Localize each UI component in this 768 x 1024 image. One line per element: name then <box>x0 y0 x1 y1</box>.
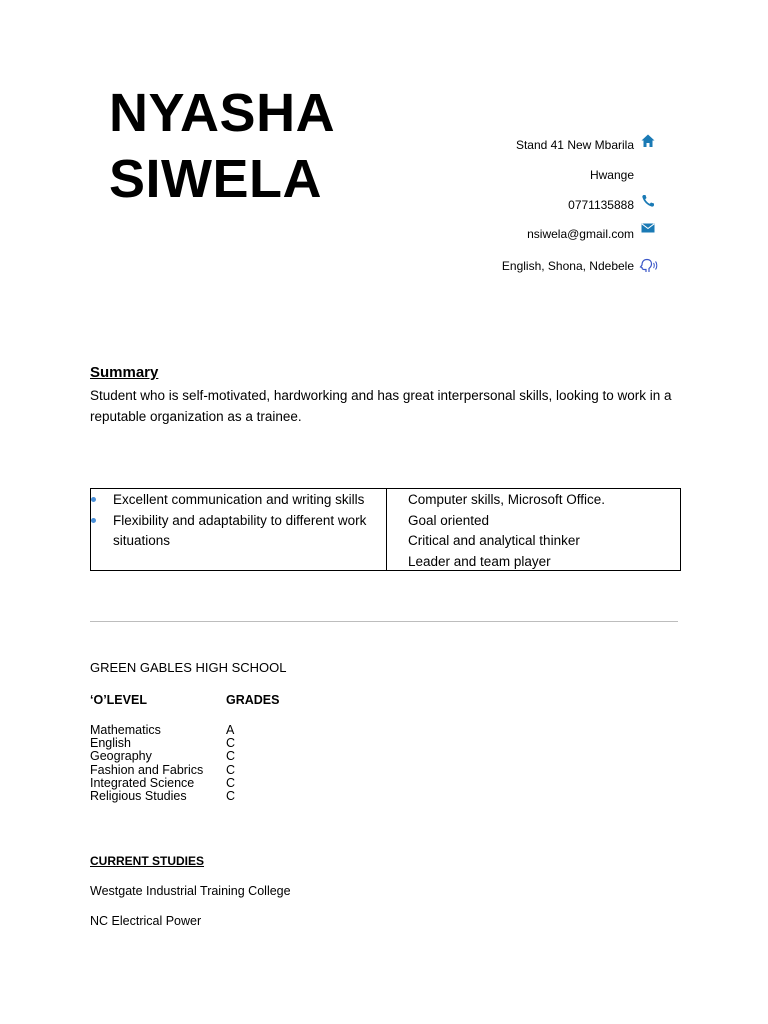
last-name: SIWELA <box>109 149 322 209</box>
candidate-name <box>109 80 335 212</box>
email-address: nsiwela@gmail.com <box>527 227 634 241</box>
skills-right-column <box>387 489 680 570</box>
skill-text: Goal oriented <box>408 512 490 528</box>
home-icon <box>640 133 656 149</box>
address-line2: Hwange <box>589 168 634 182</box>
speaking-head-icon <box>638 258 660 274</box>
bullet-icon <box>91 518 96 523</box>
skill-text: Computer skills, Microsoft Office. <box>408 492 606 507</box>
phone-icon <box>640 193 656 209</box>
skill-item <box>91 490 386 511</box>
current-studies-heading: CURRENT STUDIES <box>90 854 205 868</box>
address-line1: Stand 41 New Mbarila <box>515 138 634 152</box>
phone-number: 0771135888 <box>568 198 634 212</box>
bullet-icon <box>91 497 96 502</box>
subject-name: Religious Studies <box>90 789 187 804</box>
subject-grade: C <box>226 736 236 751</box>
subject-name: Integrated Science <box>90 775 195 790</box>
skill-item <box>91 511 386 552</box>
skill-text: Flexibility and adaptability to different work situations <box>113 512 367 548</box>
email-icon <box>640 220 656 236</box>
skills-table <box>90 488 681 571</box>
skill-text: Leader and team player <box>408 553 551 569</box>
languages: English, Shona, Ndebele <box>501 259 634 273</box>
skills-left-column <box>91 489 387 570</box>
first-name: NYASHA <box>109 83 336 143</box>
subject-name: Fashion and Fabrics <box>90 762 204 777</box>
subject-grade: C <box>226 775 236 790</box>
summary-heading: Summary <box>90 364 159 381</box>
college-name: Westgate Industrial Training College <box>90 884 291 898</box>
grades-heading: GRADES <box>226 693 280 707</box>
olevel-heading: ‘O’LEVEL <box>90 693 147 707</box>
subject-grade: C <box>226 762 236 777</box>
skill-text: Excellent communication and writing skills <box>113 492 365 507</box>
grades-list <box>226 724 235 803</box>
divider <box>90 621 678 622</box>
subject-grade: C <box>226 749 236 764</box>
course-name: NC Electrical Power <box>90 914 202 928</box>
summary-text: Student who is self-motivated, hardworking and has great interpersonal skills, looking to work in a reputable organization as a trainee. <box>90 388 672 424</box>
skill-text: Critical and analytical thinker <box>408 533 580 548</box>
subject-name: Geography <box>90 749 152 764</box>
subject-name: English <box>90 736 131 751</box>
subject-name: Mathematics <box>90 723 161 737</box>
subject-grade: A <box>226 723 235 737</box>
subject-grade: C <box>226 789 236 804</box>
school-name: GREEN GABLES HIGH SCHOOL <box>90 660 287 675</box>
subjects-list <box>90 724 203 803</box>
